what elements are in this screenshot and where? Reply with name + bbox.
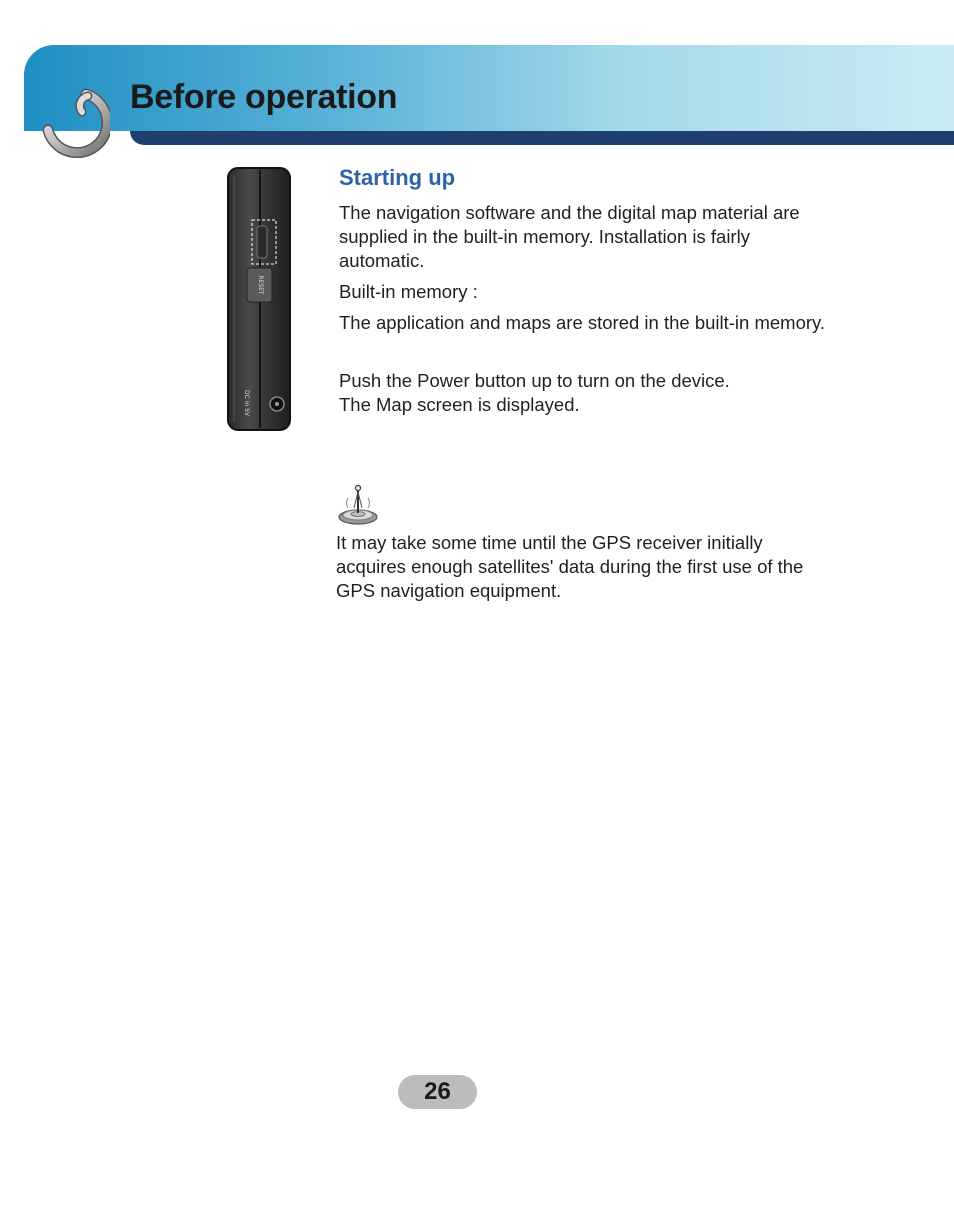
antenna-note-icon	[336, 484, 380, 528]
power-instructions	[339, 369, 839, 417]
gps-note-text: It may take some time until the GPS receiver initially acquires enough satellites' data during the first use of the GPS navigation equipment.	[336, 532, 804, 601]
page-title: Before operation	[130, 78, 398, 116]
page-number-badge	[398, 1075, 477, 1109]
memory-description: The application and maps are stored in the built-in memory.	[339, 312, 826, 333]
map-screen-line: The Map screen is displayed.	[339, 394, 580, 415]
header-underline	[130, 131, 954, 145]
section-heading: Starting up	[339, 165, 456, 190]
page-number: 26	[424, 1078, 451, 1105]
memory-label: Built-in memory :	[339, 281, 478, 302]
device-side-illustration	[226, 166, 292, 432]
intro-paragraph: The navigation software and the digital map material are supplied in the built-in memory. Installation is fairly automatic.	[339, 202, 800, 271]
power-instruction-line: Push the Power button up to turn on the device.	[339, 370, 730, 391]
dc-port-label: DC in 5V	[243, 389, 250, 417]
ring-decoration-icon	[34, 82, 110, 158]
reset-button-label: RESET	[257, 275, 264, 295]
